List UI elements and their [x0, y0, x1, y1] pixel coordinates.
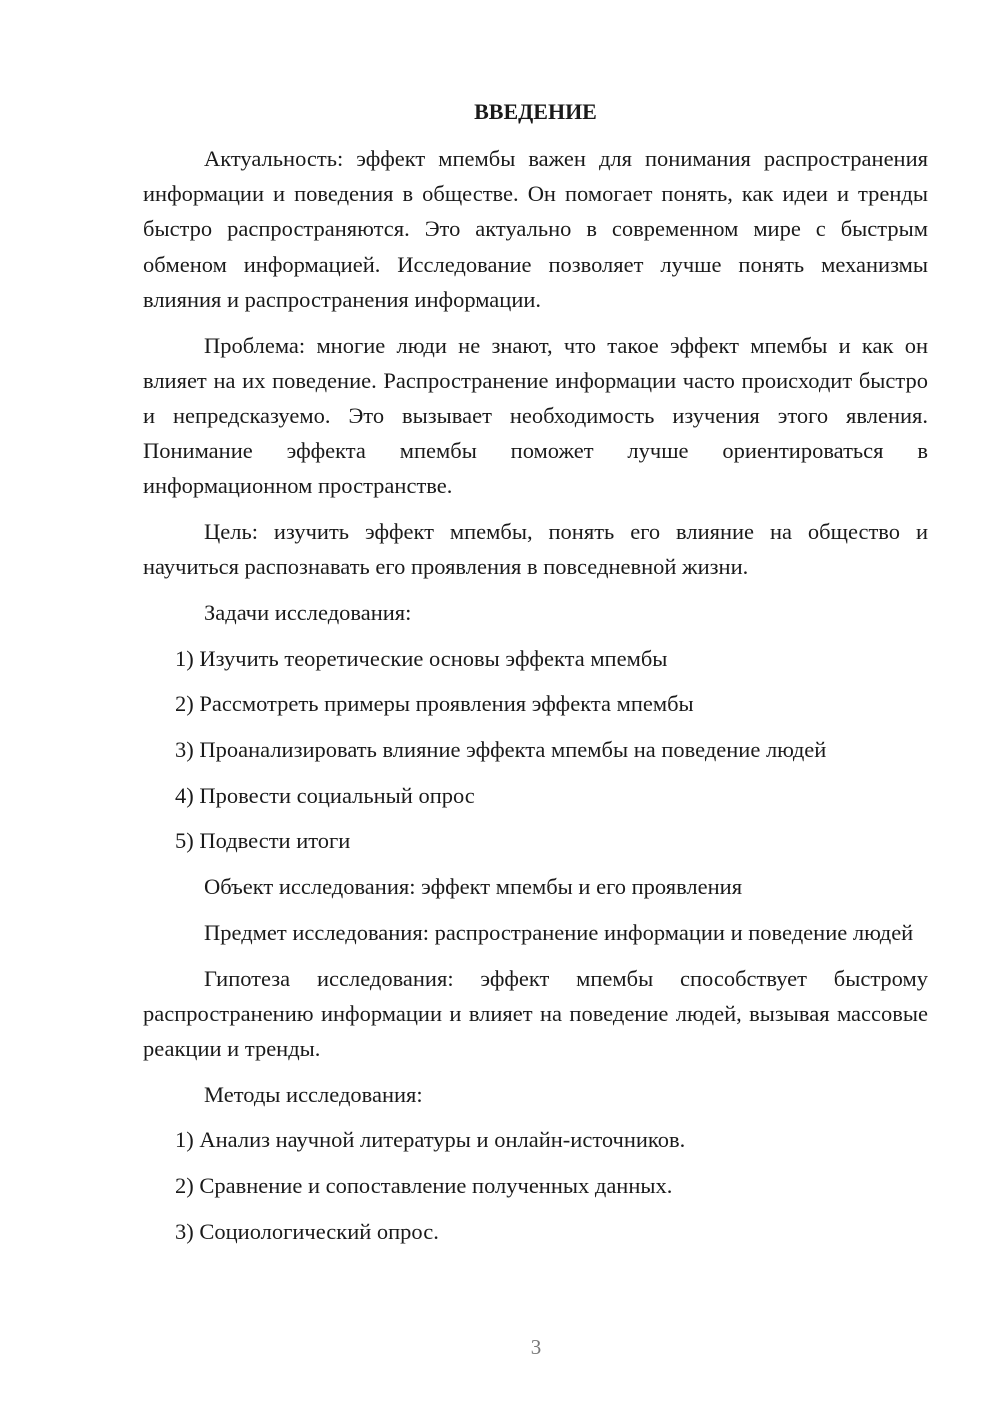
list-item: 3) Проанализировать влияние эффекта мпембы на поведение людей [175, 737, 827, 763]
list-item: 4) Провести социальный опрос [175, 782, 475, 808]
list-item: 3) Социологический опрос. [175, 1218, 439, 1244]
tasks-heading: Задачи исследования: [204, 599, 412, 625]
hypothesis-paragraph: Гипотеза исследования: эффект мпембы способствует быстрому распространению информации и влияет на поведение людей, вызывая массовые реакции и тренды. [143, 965, 928, 1061]
page-title: ВВЕДЕНИЕ [474, 99, 597, 124]
list-item: 2) Рассмотреть примеры проявления эффекта мпембы [175, 691, 694, 717]
methods-heading: Методы исследования: [204, 1081, 423, 1107]
methods-list [143, 1122, 928, 1249]
list-item: 5) Подвести итоги [175, 828, 351, 854]
goal-paragraph: Цель: изучить эффект мпембы, понять его влияние на общество и научиться распознавать его проявления в повседневной жизни. [143, 519, 928, 580]
relevance-paragraph: Актуальность: эффект мпембы важен для понимания распространения информации и поведения в обществе. Он помогает понять, как идеи и тренды быстро распространяются. Это актуально в современном мире с быстрым обменом информацией. Исследование позволяет лучше понять механизмы влияния и распространения информации. [143, 146, 928, 312]
tasks-list [143, 641, 928, 859]
subject-paragraph: Предмет исследования: распространение информации и поведение людей [204, 919, 914, 945]
object-paragraph: Объект исследования: эффект мпембы и его проявления [204, 874, 743, 900]
page-number: 3 [530, 1335, 542, 1359]
list-item: 2) Сравнение и сопоставление полученных данных. [175, 1173, 673, 1199]
list-item: 1) Изучить теоретические основы эффекта мпембы [175, 645, 668, 671]
problem-paragraph: Проблема: многие люди не знают, что такое эффект мпембы и как он влияет на их поведение. Распространение информации часто происходит быстро и непредсказуемо. Это вызывает необходимость изучения этого явления. Понимание эффекта мпембы поможет лучше ориентироваться в информационном пространстве. [143, 332, 928, 499]
page-content [143, 94, 928, 1259]
list-item: 1) Анализ научной литературы и онлайн-источников. [175, 1127, 686, 1153]
